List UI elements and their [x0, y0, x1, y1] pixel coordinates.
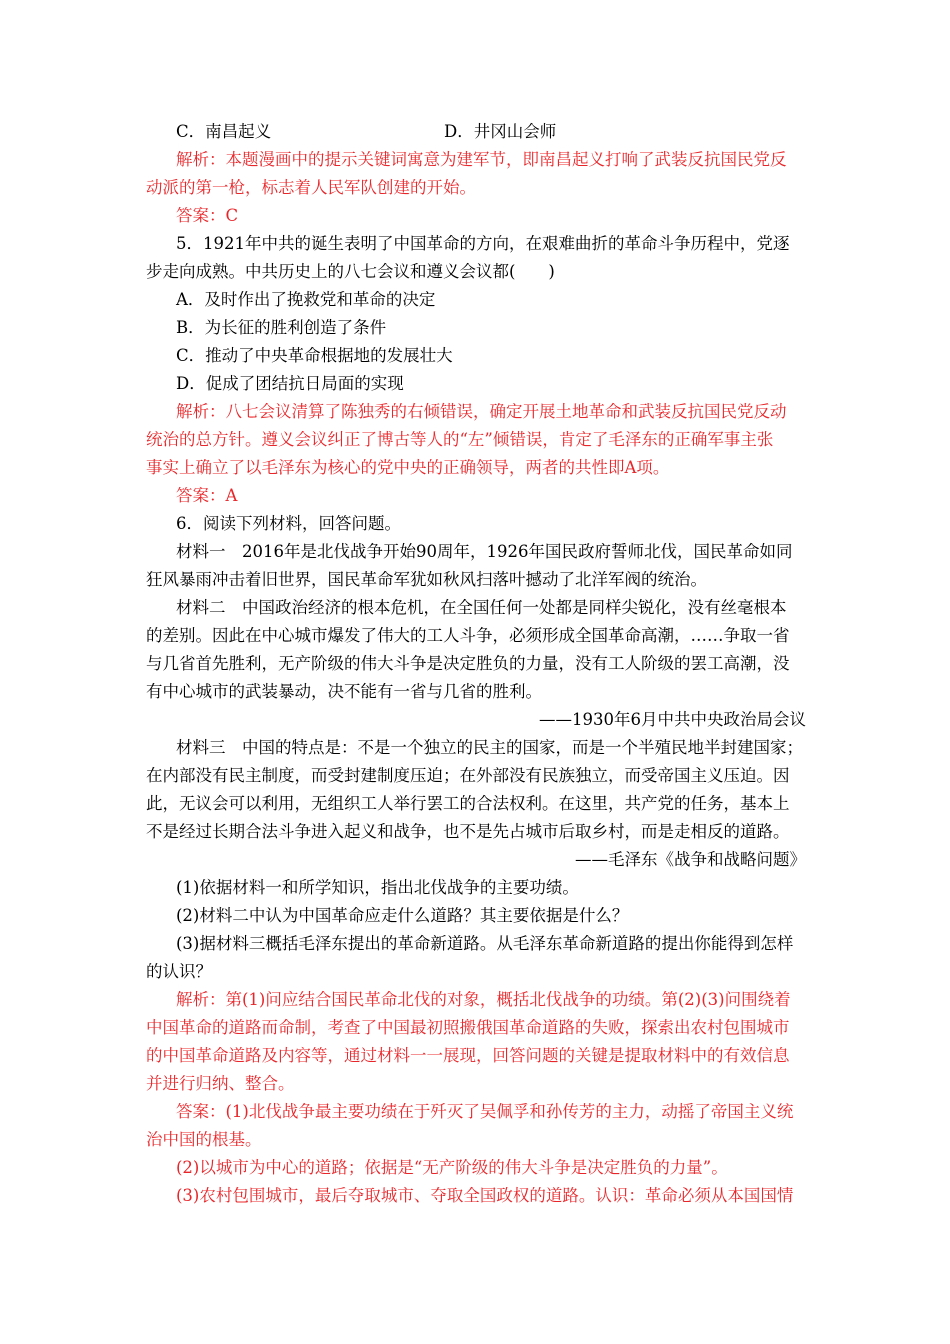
option-c: C．南昌起义 — [176, 122, 272, 141]
analysis-line: 的中国革命道路及内容等，通过材料一一展现，回答问题的关键是提取材料中的有效信息 — [146, 1046, 790, 1065]
sub-question: (1)依据材料一和所学知识，指出北伐战争的主要功绩。 — [176, 878, 579, 897]
material-one: 狂风暴雨冲击着旧世界，国民革命军犹如秋风扫落叶撼动了北洋军阀的统治。 — [146, 570, 707, 589]
answer-line: 答案：A — [176, 486, 238, 505]
sub-question: 的认识？ — [146, 962, 212, 981]
option-c: C．推动了中央革命根据地的发展壮大 — [176, 346, 453, 365]
analysis-line: 事实上确立了以毛泽东为核心的党中央的正确领导，两者的共性即A项。 — [146, 458, 670, 477]
material-source: ——毛泽东《战争和战略问题》 — [575, 850, 806, 869]
option-d: D．井冈山会师 — [444, 122, 557, 141]
answer-line: (2)以城市为中心的道路；依据是“无产阶级的伟大斗争是决定胜负的力量”。 — [176, 1158, 728, 1177]
answer-line: 治中国的根基。 — [146, 1130, 262, 1149]
analysis-line: 动派的第一枪，标志着人民军队创建的开始。 — [146, 178, 476, 197]
material-three: 不是经过长期合法斗争进入起义和战争，也不是先占城市后取乡村，而是走相反的道路。 — [146, 822, 790, 841]
answer-line: (3)农村包围城市，最后夺取城市、夺取全国政权的道路。认识：革命必须从本国国情 — [176, 1186, 794, 1205]
material-three: 在内部没有民主制度，而受封建制度压迫；在外部没有民族独立，而受帝国主义压迫。因 — [146, 766, 790, 785]
material-two: 有中心城市的武装暴动，决不能有一省与几省的胜利。 — [146, 682, 542, 701]
answer-line: 答案：C — [176, 206, 239, 225]
material-two: 与几省首先胜利，无产阶级的伟大斗争是决定胜负的力量，没有工人阶级的罢工高潮，没 — [146, 654, 790, 673]
question-stem: 5．1921年中共的诞生表明了中国革命的方向，在艰难曲折的革命斗争历程中，党逐 — [176, 234, 790, 253]
sub-question: (2)材料二中认为中国革命应走什么道路？其主要依据是什么？ — [176, 906, 629, 925]
material-three: 材料三 中国的特点是：不是一个独立的民主的国家，而是一个半殖民地半封建国家； — [176, 738, 803, 757]
analysis-line: 统治的总方针。遵义会议纠正了博古等人的“左”倾错误，肯定了毛泽东的正确军事主张 — [146, 430, 774, 449]
option-b: B．为长征的胜利创造了条件 — [176, 318, 387, 337]
material-two: 材料二 中国政治经济的根本危机，在全国任何一处都是同样尖锐化，没有丝毫根本 — [176, 598, 787, 617]
analysis-line: 解析：第(1)问应结合国民革命北伐的对象，概括北伐战争的功绩。第(2)(3)问围绕着 — [176, 990, 791, 1009]
option-d: D．促成了团结抗日局面的实现 — [176, 374, 404, 393]
analysis-line: 中国革命的道路而命制，考查了中国最初照搬俄国革命道路的失败，探索出农村包围城市 — [146, 1018, 790, 1037]
question-stem: 6．阅读下列材料，回答问题。 — [176, 514, 401, 533]
material-three: 此，无议会可以利用，无组织工人举行罢工的合法权利。在这里，共产党的任务，基本上 — [146, 794, 790, 813]
option-a: A．及时作出了挽救党和革命的决定 — [176, 290, 436, 309]
analysis-line: 并进行归纳、整合。 — [146, 1074, 295, 1093]
material-source: ——1930年6月中共中央政治局会议 — [539, 710, 806, 729]
analysis-line: 解析：八七会议清算了陈独秀的右倾错误，确定开展土地革命和武装反抗国民党反动 — [176, 402, 787, 421]
material-two: 的差别。因此在中心城市爆发了伟大的工人斗争，必须形成全国革命高潮，……争取一省 — [146, 626, 790, 645]
answer-line: 答案：(1)北伐战争最主要功绩在于歼灭了吴佩孚和孙传芳的主力，动摇了帝国主义统 — [176, 1102, 794, 1121]
sub-question: (3)据材料三概括毛泽东提出的革命新道路。从毛泽东革命新道路的提出你能得到怎样 — [176, 934, 794, 953]
question-stem: 步走向成熟。中共历史上的八七会议和遵义会议都( ) — [146, 262, 555, 281]
material-one: 材料一 2016年是北伐战争开始90周年，1926年国民政府誓师北伐，国民革命如同 — [176, 542, 793, 561]
analysis-line: 解析：本题漫画中的提示关键词寓意为建军节，即南昌起义打响了武装反抗国民党反 — [176, 150, 787, 169]
